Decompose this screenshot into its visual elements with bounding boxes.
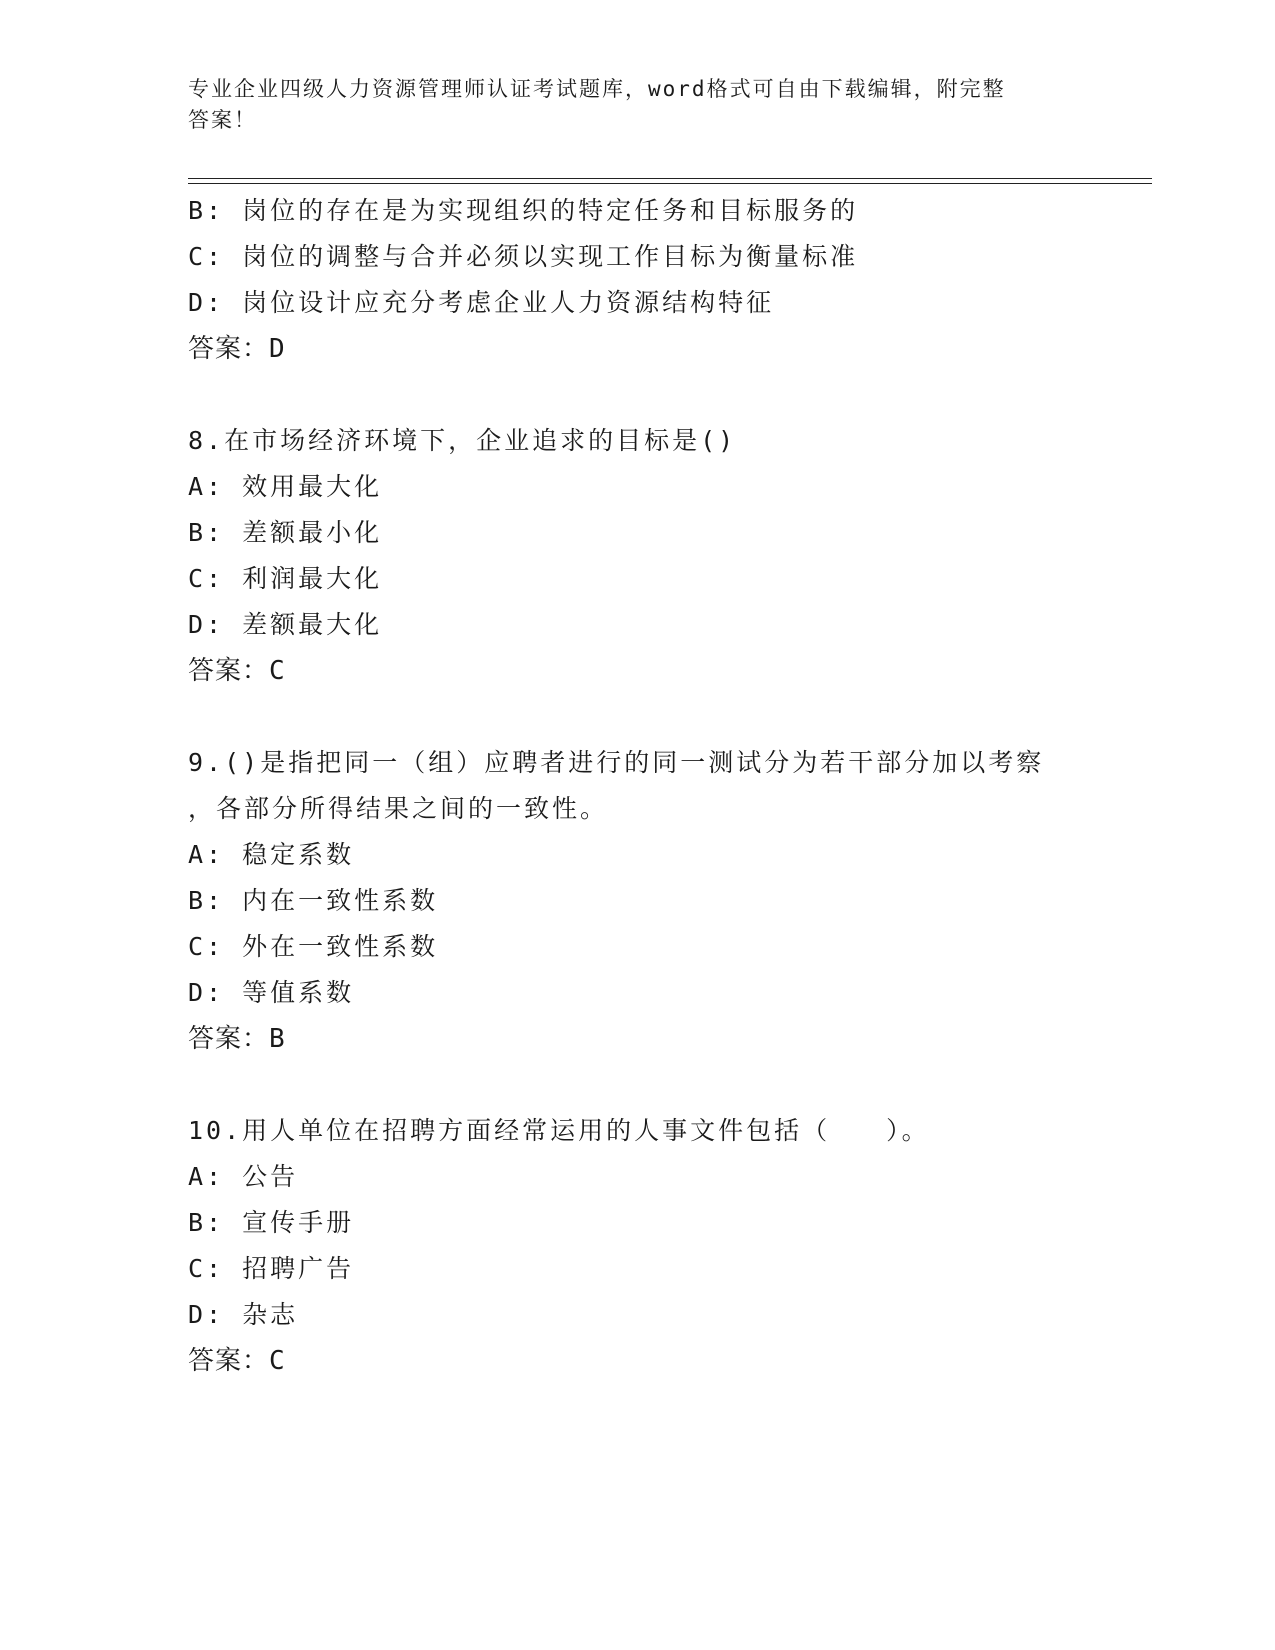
option-b: B: 内在一致性系数 <box>188 886 439 915</box>
answer: 答案：B <box>188 1024 286 1054</box>
question-stem-line-2: ，各部分所得结果之间的一致性。 <box>188 794 609 823</box>
answer: 答案：C <box>188 656 286 686</box>
option-c: C: 外在一致性系数 <box>188 932 439 961</box>
option-d: D: 差额最大化 <box>188 610 383 639</box>
header-divider-top <box>188 178 1152 179</box>
answer: 答案：C <box>188 1346 286 1376</box>
document-header <box>188 74 1068 136</box>
question-7-tail <box>188 188 1148 372</box>
option-b: B: 宣传手册 <box>188 1208 355 1237</box>
option-c: C: 岗位的调整与合并必须以实现工作目标为衡量标准 <box>188 242 859 271</box>
option-a: A: 效用最大化 <box>188 472 383 501</box>
question-stem: 10.用人单位在招聘方面经常运用的人事文件包括（ ）。 <box>188 1116 930 1145</box>
option-a: A: 稳定系数 <box>188 840 355 869</box>
option-c: C: 利润最大化 <box>188 564 383 593</box>
option-c: C: 招聘广告 <box>188 1254 355 1283</box>
option-d: D: 岗位设计应充分考虑企业人力资源结构特征 <box>188 288 775 317</box>
question-stem-line-1: 9.()是指把同一（组）应聘者进行的同一测试分为若干部分加以考察 <box>188 748 1045 777</box>
option-b: B: 岗位的存在是为实现组织的特定任务和目标服务的 <box>188 196 859 225</box>
header-divider-bottom <box>188 183 1152 184</box>
header-line-1: 专业企业四级人力资源管理师认证考试题库，word格式可自由下载编辑，附完整 <box>188 77 1006 101</box>
question-9 <box>188 740 1148 1062</box>
answer: 答案：D <box>188 334 286 364</box>
question-list <box>188 188 1148 1384</box>
question-stem: 8.在市场经济环境下，企业追求的目标是() <box>188 426 737 455</box>
option-a: A: 公告 <box>188 1162 299 1191</box>
header-line-2: 答案！ <box>188 108 257 132</box>
question-10 <box>188 1108 1148 1384</box>
option-d: D: 等值系数 <box>188 978 355 1007</box>
question-8 <box>188 418 1148 694</box>
option-b: B: 差额最小化 <box>188 518 383 547</box>
option-d: D: 杂志 <box>188 1300 299 1329</box>
